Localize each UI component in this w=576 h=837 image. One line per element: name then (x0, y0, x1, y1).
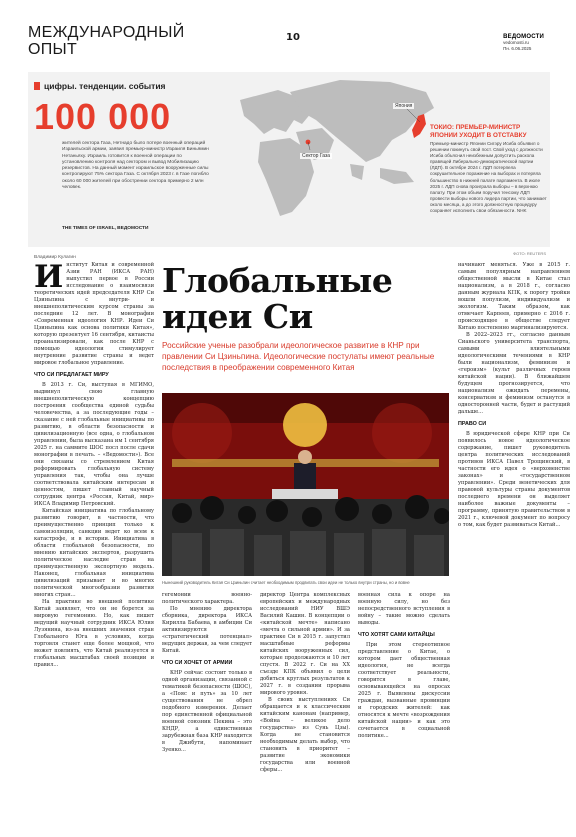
paragraph: Китайская инициатива по глобальному развитию говорит, в частности, что преимущественно принцип только к самоизоляции, санкции ведет ко всем к катастрофе, и в истории. Инициатива в области глобальной безопасности, по мнению китайских экспертов, разрушить политическое наследие стран на преимущественную экспортную модель. Наконец, глобальная инициатива цивилизаций призывает и во многих политической многообразии развития многих стран... (34, 508, 154, 598)
article-column-5 (458, 262, 570, 830)
article-column-1 (34, 262, 154, 830)
infobox-lead-text: жителей сектора Газа, Нетнадо было потере военный операций Израильской армии, заявил премьер-министр Израиля Биньямин Нетаньяху. Израиль готовится к военной операции по установлению контроля над сектором и вывод Мобилизацию резервистов. На данный момент израильское вооруженные силы контролируют 75% сектора Газа. С октября 2023 г. в Газе погибло около 60 000 жителей при обострении сектора примерно 2 млн человек. (62, 141, 209, 191)
infobox-right-heading: ТОКИО: ПРЕМЬЕР-МИНИСТР ЯПОНИИ УХОДИТ В ОТСТАВКУ (430, 124, 527, 139)
article-deck: Российские ученые разобрали идеологическое развитие в КНР при правлении Си Цзиньпина. Идеологические постулаты имеют реальные последствия в преображении современного Китая (162, 341, 435, 372)
paragraph: директор Центра комплексных европейских и международных исследований НИУ ВШЭ Василий Кашин. В концепции о «китайской мечте» написано «мечта о сильной армии». И за практике Си в 2015 г. запустил масштабные реформы китайских вооруженных сил, которые продолжаются и 10 лет спустя. В 2022 г. Си на XX съезде КПК объявил о цели добиться круглых результатов к 2027 г. в создании прорыва мирового уровня. (260, 592, 350, 696)
infobox-right-text: Премьер-министр Японии Сигэру Исиба объявил о решении покинуть свой пост. Свой уход с должности Исиба объяснил неизбежным допустить раскола правящей Либерально-демократической партии (ЛДП). В октябре 2024 г. ЛДП потерпела сокрушительное поражение на выборах и потеряла большинство в нижней палате парламента. В июле 2025 г. ЛДП снова проиграла выборы – в верхнюю палату. При этом объем поручил тенсому ЛДП провести выборы нового лидера партии, что занимает около месяца, а до этого должностную процедуру сохраняет исполнить свои обязанности. NHK (430, 141, 547, 214)
map-label-gaza: Сектор Газа (302, 153, 331, 159)
world-map (230, 72, 450, 222)
drop-cap: И (34, 262, 64, 295)
infobox-tagline-text: цифры. тенденции. события (44, 81, 166, 91)
photo-caption: Нынешний руководитель Китая Си Цзиньпин считает необходимым продвигать свои идеи не только внутри страны, но и вовне (162, 580, 410, 585)
paragraph: военная сила к опоре на военную силу, но без непосредственного вступления в войну – такие можно сделать выводы. (358, 592, 450, 626)
section-title-line1: МЕЖДУНАРОДНЫЙ (28, 24, 185, 41)
masthead (503, 34, 544, 52)
map-label-japan: Япония (395, 103, 413, 109)
infobox-lead-source: THE TIMES OF ISRAEL, ВЕДОМОСТИ (62, 226, 149, 231)
page-number: 10 (286, 32, 300, 43)
subheading: ЧТО ХОТЯТ САМИ КИТАЙЦЫ (358, 632, 435, 638)
big-number: 100 000 (34, 96, 172, 137)
paragraph: В юридической сфере КНР при Си появилось новое идеологическое содержание, пишет руководитель центра политических исследований противов ИКСА Павел Трощинский, в частности его идея о «верховенстве законах» и «государственном управлении». Среди венетических для правовой культуры страны документов последнего времени он выделяет наиболее важные документы – программу, принятую правительством в 2021 г., ключевой документ по вопросу о том, как будет развиваться Китай... (458, 431, 570, 528)
site-url: vedomosti.ru (503, 40, 529, 45)
paragraph: КНР сейчас состоит только в одной организации, связанной с тематикой безопасности (ШОС), а «Пояс и путь» за 10 лет существования не обрел подобного измерения. Делает пор единственной официальной военной союзник Пекина – это КНДР, а единственная зарубежная база КНР находится в Джибути, напоминает Зуенко... (162, 670, 252, 753)
paragraph: На практике во внешней политике Китай заявляет, что он не борется за мировую гегемонию. Но, как пишет ведущий научный сотрудник ИКСА Юлия Лузянина, из-за внешних значения стран Глобального Юга в условиях, когда торговля станет еще более мощной, что может повлиять, что Китай реализуется в глобальных масштабах своей позиции и правил... (34, 599, 154, 668)
paragraph: В своих выступлениях Си обращается и к классическим китайским канонам (например, «Война – великое дело государства» из Сунь Цзы). Когда не становится необходимым делать выбор, что становить в приоритет – развитие экономики государства или военной сферы... (260, 697, 350, 773)
paragraph: начинают меняться. Уже в 2015 г. самым популярным направлением общественной мысли в Китае стал национализм, а в 2018 г., согласно данным журнала КПК, к порогу тройки вошли популизм, индивидуализм и экологизм. Таким образом, как отмечает Карпеев, примерно с 2016 г. происходящее в обществе следует Китаю постепенно маргинализируются. (458, 262, 570, 331)
section-title (28, 24, 185, 58)
section-title-line2: ОПЫТ (28, 41, 78, 58)
paragraph: По мнению директора сборника, директора ИКСА Кирилла Бабаева, в амбиции Си активизируются «стратегический потенциал» ведущих держав, за чем следует Китай. (162, 606, 252, 654)
subheading: ЧТО СИ ХОЧЕТ ОТ АРМИИ (162, 660, 233, 666)
paragraph: При этом стереотипное представление о Китае, о котором дает общественная идеология, не всегда соответствует реальности, говорится в главе, основывающейся на опросах 2025 г. Выявлены дискуссии граждан, вызванные провинции и городских жителей: как относятся к мечте «возрождения китайской нации» и как это сочетается в социальной политике... (358, 642, 450, 739)
article-column-2 (162, 592, 252, 830)
main-photo (162, 393, 449, 576)
article-headline: Глобальные идеи Си (162, 261, 393, 336)
subheading: ЧТО СИ ПРЕДЛАГАЕТ МИРУ (34, 372, 109, 378)
accent-bar (34, 82, 40, 90)
paragraph: В 2022–2023 гг., согласно данным Сианьского университета транспорта, самыми влиятельными идеологическими течениями в КНР были национализм, феминизм и «героизм» (культ различных героев китайской нации). В ближайшем будущем прогнозируется, что национализм ожидать перемены, консерватизм и феминизм останутся в односторонней части, будет и растущий дальше... (458, 332, 570, 415)
issue-date: Пн. 6.06.2025 (503, 46, 532, 51)
subheading: ПРАВО СИ (458, 421, 487, 427)
paragraph: нститут Китая и современной Азии РАН (ИКСА РАН) выпустил первое в России исследование о взаимосвязи теоретических идей председателя КНР Си Цзиньпина с внутри- и внешнеполитическим курсом страны за последние 12 лет. В монографии «Современная идеология КНР. Идеи Си Цзиньпина как основа политики Китая», которую презентует 16 сентября, китаисты проанализировали, как после КНР с помощью идеологии стимулирует внутренние развитие страны и ведет мировое глобальное управление. (34, 262, 154, 366)
article-column-4 (358, 592, 450, 830)
infobox-tagline (34, 81, 166, 91)
article-column-3 (260, 592, 350, 830)
photo-credit: ФОТО: REUTERS (513, 251, 546, 256)
author-byline: Владимир Кулагин (34, 255, 76, 260)
newspaper-logo: ВЕДОМОСТИ (503, 34, 544, 40)
page-header (0, 0, 576, 58)
paragraph: гегемонии военно-политического характера. (162, 592, 252, 605)
paragraph: В 2013 г. Си, выступая в МГИМО, выдвинул свою главную внешнеполитическую концепцию построения сообщества единой судьбы человечества, а за последующие годы – сказание с ней глобальные инициативы по развитию, в области безопасности и цивилизационную (все одна, о глобальном управлении, была высказана им 1 сентября 2025 г. на саммите ШОС посл после сдачи монографии в печать. – «Ведомости»). Все они связаны со стремлением Китая реформировать глобальную систему управления так, чтобы она лучше соответствовала китайским интересам и ценностям, пишет главный научный сотрудник центра «Россия, Китай, мир» ИКСА Владимир Петровский. (34, 382, 154, 507)
